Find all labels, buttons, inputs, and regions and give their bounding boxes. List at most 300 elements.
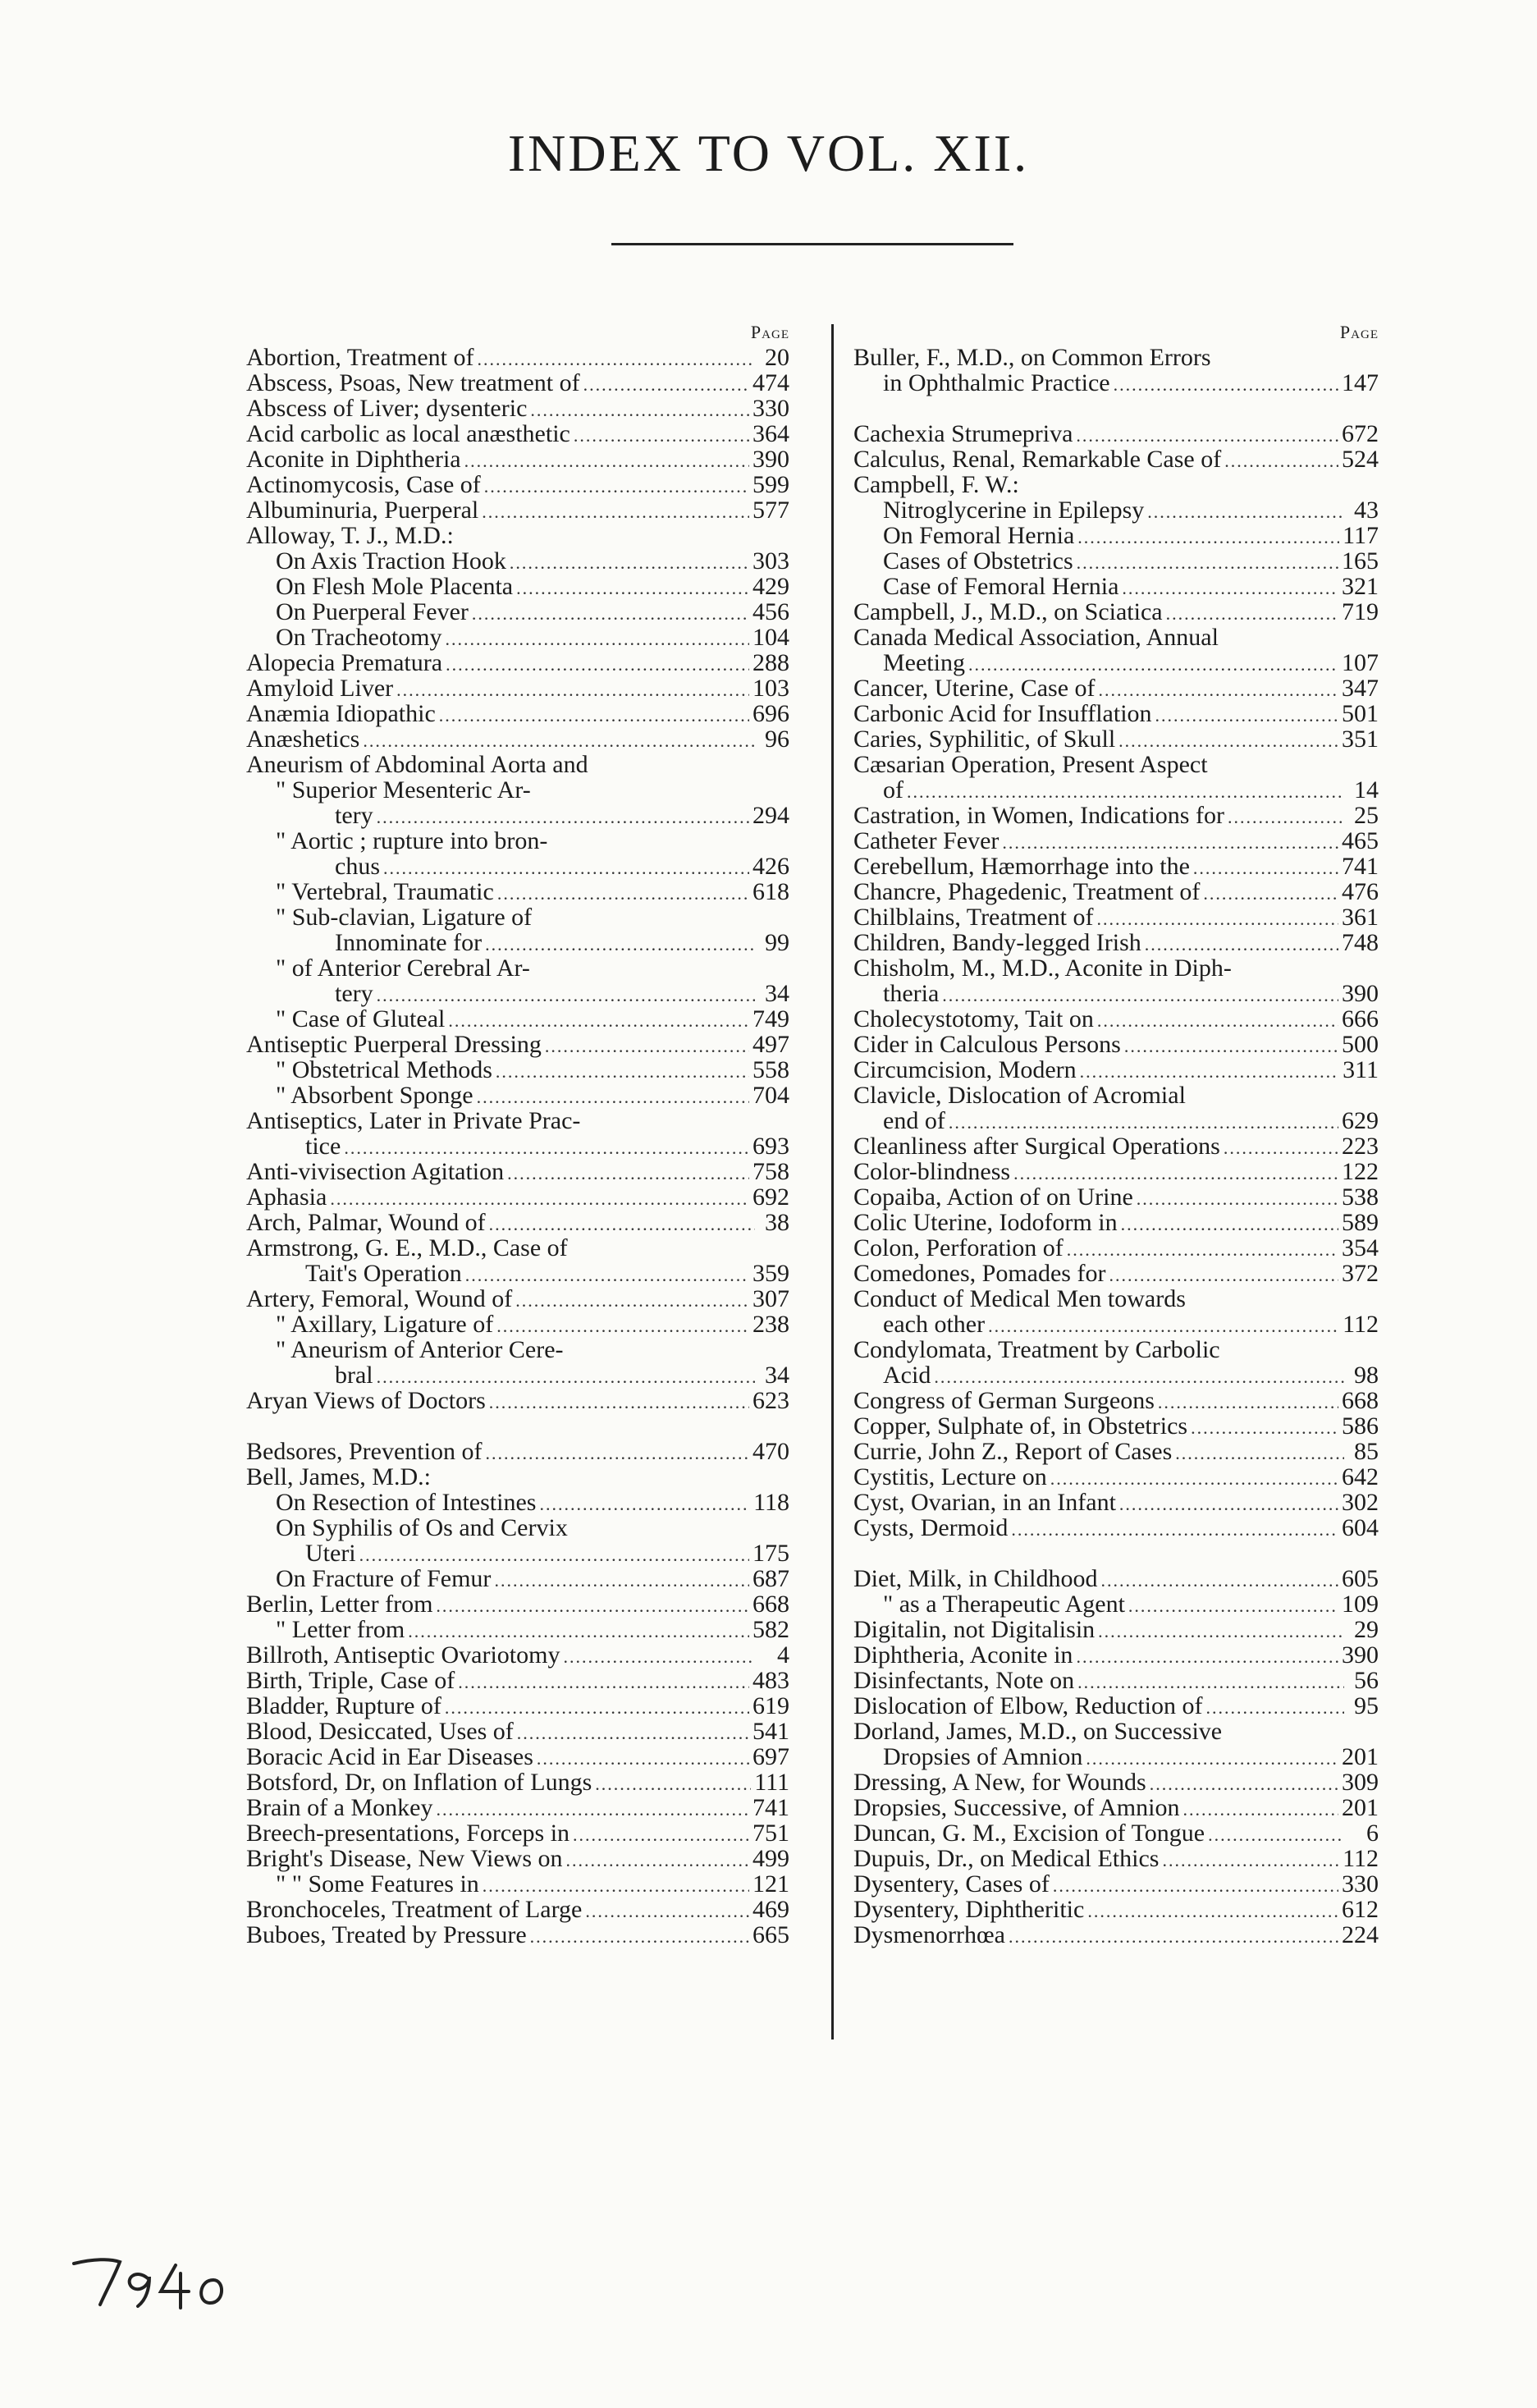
index-entry-text: On Tracheotomy	[276, 624, 442, 651]
index-entry	[246, 1795, 789, 1820]
index-leader	[1158, 1389, 1338, 1415]
index-entry-text: Abscess of Liver; dysenteric	[246, 395, 528, 422]
index-entry	[853, 1235, 1379, 1261]
index-entry-page: 288	[752, 649, 789, 676]
index-leader	[1118, 728, 1338, 753]
index-entry	[853, 345, 1379, 370]
index-entry	[853, 1057, 1379, 1083]
index-entry-page: 456	[752, 598, 789, 625]
index-leader	[359, 1542, 749, 1568]
index-entry	[246, 345, 789, 370]
index-entry	[246, 828, 789, 854]
index-entry-text: tery	[335, 802, 373, 829]
index-leader	[484, 474, 749, 499]
index-entry-page: 612	[1342, 1896, 1379, 1923]
index-entry-text: Colic Uterine, Iodoform in	[853, 1209, 1118, 1236]
index-entry	[853, 472, 1379, 497]
index-entry-text: Chancre, Phagedenic, Treatment of	[853, 878, 1201, 905]
index-entry-text: Duncan, G. M., Excision of Tongue	[853, 1820, 1205, 1847]
index-leader	[446, 626, 750, 652]
index-entry-text: On Puerperal Fever	[276, 598, 469, 625]
page-title: INDEX TO VOL. XII.	[507, 124, 1030, 182]
index-entry-text: Cleanliness after Surgical Operations	[853, 1133, 1220, 1160]
index-entry-text: Anæshetics	[246, 726, 360, 753]
index-entry-text: Aconite in Diphtheria	[246, 446, 461, 473]
index-entry	[853, 1083, 1379, 1108]
index-entry	[853, 650, 1379, 675]
index-entry	[853, 1515, 1379, 1540]
index-entry	[853, 1312, 1379, 1337]
index-entry	[246, 472, 789, 497]
index-entry-page: 364	[752, 420, 789, 447]
index-entry	[246, 1235, 789, 1261]
index-entry-text: " Superior Mesenteric Ar-	[276, 776, 531, 803]
index-entry-text: Blood, Desiccated, Uses of	[246, 1718, 514, 1745]
index-entry-text: Alloway, T. J., M.D.:	[246, 522, 454, 549]
index-entry-text: Arch, Palmar, Wound of	[246, 1209, 486, 1236]
index-entry-page: 330	[1342, 1870, 1379, 1898]
index-leader	[1150, 1771, 1338, 1797]
index-entry-text: Cancer, Uterine, Case of	[853, 675, 1096, 702]
index-entry	[853, 1591, 1379, 1617]
index-entry-text: Digitalin, not Digitalisin	[853, 1616, 1096, 1643]
index-leader	[1155, 703, 1338, 728]
index-leader	[1191, 1415, 1338, 1440]
index-list-right	[853, 345, 1379, 1948]
index-leader	[436, 1593, 749, 1618]
index-entry-text: Carbonic Acid for Insufflation	[853, 700, 1152, 727]
index-entry-page: 672	[1342, 420, 1379, 447]
index-entry-text: Diphtheria, Aconite in	[853, 1641, 1073, 1669]
index-entry	[853, 1133, 1379, 1159]
index-entry	[853, 1006, 1379, 1032]
index-entry-page: 429	[752, 573, 789, 600]
index-entry-text: Cholecystotomy, Tait on	[853, 1005, 1094, 1032]
index-entry-page: 469	[752, 1896, 789, 1923]
index-leader	[436, 1797, 749, 1822]
index-leader	[949, 1110, 1338, 1135]
index-entry-page: 117	[1343, 522, 1379, 549]
index-entry-page: 687	[752, 1565, 789, 1592]
index-entry	[246, 523, 789, 548]
index-entry-text: Condylomata, Treatment by Carbolic	[853, 1336, 1220, 1363]
index-entry-text: theria	[883, 980, 940, 1007]
index-entry-text: Catheter Fever	[853, 827, 1000, 854]
index-entry-page: 497	[752, 1031, 789, 1058]
index-leader	[496, 1059, 749, 1084]
index-entry-page: 474	[752, 369, 789, 396]
index-entry	[853, 981, 1379, 1006]
index-entry-text: Circumcision, Modern	[853, 1056, 1077, 1083]
index-entry	[853, 1439, 1379, 1464]
index-leader	[566, 1847, 749, 1873]
index-entry-page: 623	[752, 1387, 789, 1414]
index-leader	[1077, 524, 1339, 550]
index-entry-text: Clavicle, Dislocation of Acromial	[853, 1082, 1186, 1109]
index-leader	[1182, 1797, 1338, 1822]
index-leader	[1124, 1033, 1338, 1059]
index-entry	[853, 930, 1379, 955]
index-entry	[246, 548, 789, 574]
index-entry	[853, 1693, 1379, 1719]
index-entry-text: Conduct of Medical Men towards	[853, 1285, 1186, 1312]
index-entry	[246, 1744, 789, 1769]
index-entry-page: 25	[1354, 802, 1379, 829]
index-entry	[246, 1108, 789, 1133]
index-entry	[246, 930, 789, 955]
index-entry-page: 122	[1342, 1158, 1379, 1185]
index-entry	[853, 1642, 1379, 1668]
index-entry	[246, 574, 789, 599]
index-entry-page: 426	[752, 853, 789, 880]
index-leader	[363, 728, 755, 753]
index-leader	[396, 677, 749, 703]
index-entry-text: Aneurism of Abdominal Aorta and	[246, 751, 588, 778]
index-leader	[1137, 1186, 1338, 1211]
index-entry-page: 741	[752, 1794, 789, 1821]
index-leader	[1097, 1008, 1338, 1033]
index-entry	[246, 904, 789, 930]
index-entry-page: 34	[765, 1362, 789, 1389]
index-entry-page: 112	[1343, 1311, 1379, 1338]
index-leader	[515, 1288, 749, 1313]
index-entry-text: Dropsies, Successive, of Amnion	[853, 1794, 1180, 1821]
index-entry-text: Dressing, A New, for Wounds	[853, 1769, 1146, 1796]
index-entry	[853, 599, 1379, 625]
index-entry	[853, 1210, 1379, 1235]
index-entry-page: 390	[1342, 1641, 1379, 1669]
index-entry-text: Acid carbolic as local anæsthetic	[246, 420, 570, 447]
index-entry	[853, 828, 1379, 854]
index-entry-text: Children, Bandy-legged Irish	[853, 929, 1141, 956]
index-entry	[246, 1006, 789, 1032]
index-entry	[853, 1820, 1379, 1846]
index-entry-page: 347	[1342, 675, 1379, 702]
index-entry-text: Cysts, Dermoid	[853, 1514, 1009, 1541]
index-entry-page: 165	[1342, 547, 1379, 575]
index-entry-page: 390	[1342, 980, 1379, 1007]
index-entry-text: Comedones, Pomades for	[853, 1260, 1106, 1287]
index-entry	[246, 1083, 789, 1108]
index-entry-text: bral	[335, 1362, 373, 1389]
index-entry	[246, 421, 789, 446]
index-entry-text: Abortion, Treatment of	[246, 344, 474, 371]
index-entry-page: 43	[1354, 497, 1379, 524]
index-entry	[246, 1846, 789, 1871]
index-entry	[246, 675, 789, 701]
index-leader	[1228, 804, 1344, 830]
index-entry-page: 118	[753, 1489, 789, 1516]
index-entry-page: 751	[752, 1820, 789, 1847]
index-leader	[545, 1033, 749, 1059]
index-leader	[1114, 372, 1338, 397]
index-entry-page: 307	[752, 1285, 789, 1312]
index-leader	[1224, 448, 1338, 474]
index-entry-page: 223	[1342, 1133, 1379, 1160]
index-leader	[377, 982, 755, 1008]
index-leader	[465, 1262, 749, 1288]
index-leader	[1098, 1618, 1344, 1644]
index-entry-page: 4	[777, 1641, 789, 1669]
index-entry-text: Abscess, Psoas, New treatment of	[246, 369, 580, 396]
index-leader	[1175, 1440, 1344, 1466]
index-entry-page: 666	[1342, 1005, 1379, 1032]
index-entry-text: Artery, Femoral, Wound of	[246, 1285, 513, 1312]
index-leader	[517, 1720, 749, 1746]
index-entry	[246, 1286, 789, 1312]
index-entry-text: tery	[335, 980, 373, 1007]
index-entry	[853, 1464, 1379, 1490]
index-entry	[246, 1184, 789, 1210]
index-entry	[246, 1897, 789, 1922]
index-entry	[246, 446, 789, 472]
index-entry	[246, 625, 789, 650]
index-leader	[1099, 677, 1338, 703]
index-entry-page: 351	[1342, 726, 1379, 753]
index-entry	[853, 1261, 1379, 1286]
index-leader	[510, 550, 749, 575]
index-entry-page: 390	[752, 446, 789, 473]
index-entry-page: 589	[1342, 1209, 1379, 1236]
index-leader	[539, 1491, 750, 1517]
index-entry-page: 359	[752, 1260, 789, 1287]
index-entry-page: 99	[765, 929, 789, 956]
index-leader	[485, 932, 755, 957]
index-entry-text: Brain of a Monkey	[246, 1794, 433, 1821]
index-entry-page: 238	[752, 1311, 789, 1338]
index-entry-text: On Resection of Intestines	[276, 1489, 537, 1516]
index-leader	[377, 1364, 755, 1389]
index-entry-text: Colon, Perforation of	[853, 1234, 1064, 1261]
index-entry	[853, 1769, 1379, 1795]
index-entry-page: 619	[752, 1692, 789, 1719]
index-entry	[246, 1210, 789, 1235]
index-entry-text: Cystitis, Lecture on	[853, 1463, 1047, 1490]
index-entry	[853, 421, 1379, 446]
index-entry-text: Campbell, F. W.:	[853, 471, 1019, 498]
index-leader	[1147, 499, 1344, 524]
index-leader	[1224, 1135, 1338, 1161]
index-entry	[853, 955, 1379, 981]
index-entry-page: 476	[1342, 878, 1379, 905]
index-entry-page: 758	[752, 1158, 789, 1185]
index-entry-text: On Syphilis of Os and Cervix	[276, 1514, 568, 1541]
index-entry-page: 107	[1342, 649, 1379, 676]
index-entry-text: tice	[305, 1133, 341, 1160]
index-entry-page: 604	[1342, 1514, 1379, 1541]
index-leader	[1087, 1898, 1338, 1924]
index-entry-text: end of	[883, 1107, 945, 1134]
index-entry	[246, 1312, 789, 1337]
index-leader	[530, 1924, 749, 1949]
title-rule	[611, 243, 1013, 245]
index-leader	[1119, 1491, 1338, 1517]
index-entry-text: Dysentery, Cases of	[853, 1870, 1050, 1898]
index-entry	[853, 879, 1379, 904]
index-entry-page: 668	[752, 1591, 789, 1618]
index-entry-text: in Ophthalmic Practice	[883, 369, 1110, 396]
index-entry	[246, 1820, 789, 1846]
index-leader	[383, 855, 749, 881]
index-leader	[439, 703, 749, 728]
index-entry-text: Buboes, Treated by Pressure	[246, 1921, 527, 1948]
page-heading-left: Page	[750, 322, 789, 342]
index-entry-page: 330	[752, 395, 789, 422]
index-leader	[1166, 601, 1338, 626]
index-leader	[573, 1822, 749, 1847]
index-entry	[246, 497, 789, 523]
index-entry	[246, 1591, 789, 1617]
index-leader	[1077, 1669, 1344, 1695]
handwritten-shelf-mark	[69, 2250, 233, 2316]
index-entry-page: 599	[752, 471, 789, 498]
index-entry	[853, 1744, 1379, 1769]
index-entry	[246, 955, 789, 981]
index-entry-text: Campbell, J., M.D., on Sciatica	[853, 598, 1163, 625]
index-entry-page: 302	[1342, 1489, 1379, 1516]
index-entry-text: On Flesh Mole Placenta	[276, 573, 514, 600]
index-entry	[246, 701, 789, 726]
index-leader	[408, 1618, 749, 1644]
index-entry-page: 538	[1342, 1183, 1379, 1211]
index-entry-text: Nitroglycerine in Epilepsy	[883, 497, 1145, 524]
index-entry-page: 96	[765, 726, 789, 753]
index-entry	[246, 1769, 789, 1795]
index-leader	[477, 1084, 749, 1110]
index-entry-text: Congress of German Surgeons	[853, 1387, 1155, 1414]
index-entry	[853, 548, 1379, 574]
index-entry-page: 109	[1342, 1591, 1379, 1618]
index-leader	[448, 1008, 749, 1033]
index-entry	[853, 777, 1379, 803]
index-entry-page: 311	[1343, 1056, 1379, 1083]
index-entry-text: Boracic Acid in Ear Diseases	[246, 1743, 533, 1770]
index-entry	[246, 981, 789, 1006]
index-entry-text: Canada Medical Association, Annual	[853, 624, 1219, 651]
index-entry	[246, 1337, 789, 1362]
index-entry-page: 20	[765, 344, 789, 371]
index-entry-page: 696	[752, 700, 789, 727]
index-entry-text: " of Anterior Cerebral Ar-	[276, 955, 530, 982]
index-entry	[246, 1159, 789, 1184]
index-entry-page: 749	[752, 1005, 789, 1032]
index-entry-page: 500	[1342, 1031, 1379, 1058]
index-entry-page: 104	[752, 624, 789, 651]
index-entry-page: 524	[1342, 446, 1379, 473]
index-entry	[853, 625, 1379, 650]
index-leader	[988, 1313, 1339, 1339]
index-leader	[377, 804, 749, 830]
index-entry-text: Aphasia	[246, 1183, 327, 1211]
index-entry	[853, 854, 1379, 879]
index-entry-text: Dysmenorrhœa	[853, 1921, 1005, 1948]
index-entry	[853, 523, 1379, 548]
index-entry-text: Chilblains, Treatment of	[853, 904, 1094, 931]
index-entry-page: 470	[752, 1438, 789, 1465]
index-entry	[853, 1159, 1379, 1184]
index-entry-text: Currie, John Z., Report of Cases	[853, 1438, 1173, 1465]
index-leader	[458, 1669, 749, 1695]
index-entry-page: 309	[1342, 1769, 1379, 1796]
index-entry	[246, 777, 789, 803]
index-leader	[574, 423, 749, 448]
index-entry-page: 6	[1366, 1820, 1379, 1847]
index-entry	[246, 1693, 789, 1719]
index-leader	[497, 881, 749, 906]
index-entry-text: Dysentery, Diphtheritic	[853, 1896, 1085, 1923]
index-entry-page: 483	[752, 1667, 789, 1694]
index-entry-page: 501	[1342, 700, 1379, 727]
index-entry-page: 582	[752, 1616, 789, 1643]
index-entry	[246, 879, 789, 904]
index-gap	[853, 1540, 1379, 1566]
index-entry-page: 577	[752, 497, 789, 524]
index-entry	[246, 1642, 789, 1668]
index-entry-text: Anæmia Idiopathic	[246, 700, 436, 727]
index-entry-page: 693	[752, 1133, 789, 1160]
index-entry-page: 147	[1342, 369, 1379, 396]
index-leader	[563, 1644, 755, 1669]
index-entry	[246, 1388, 789, 1413]
index-leader	[1076, 1644, 1338, 1669]
index-entry-page: 499	[752, 1845, 789, 1872]
index-entry	[853, 1388, 1379, 1413]
index-entry-page: 103	[752, 675, 789, 702]
index-leader	[446, 652, 749, 677]
index-entry-text: Birth, Triple, Case of	[246, 1667, 455, 1694]
index-leader	[1208, 1822, 1344, 1847]
index-entry-text: Color-blindness	[853, 1158, 1011, 1185]
index-entry-text: Billroth, Antiseptic Ovariotomy	[246, 1641, 560, 1669]
index-entry-text: " Case of Gluteal	[276, 1005, 446, 1032]
index-entry	[246, 370, 789, 396]
index-entry-text: Bright's Disease, New Views on	[246, 1845, 563, 1872]
index-entry-page: 618	[752, 878, 789, 905]
index-entry-text: Dislocation of Elbow, Reduction of	[853, 1692, 1203, 1719]
index-entry	[853, 1362, 1379, 1388]
index-leader	[595, 1771, 751, 1797]
index-entry-page: 692	[752, 1183, 789, 1211]
index-entry-page: 201	[1342, 1743, 1379, 1770]
index-entry	[853, 1108, 1379, 1133]
index-gap	[246, 1413, 789, 1439]
index-leader	[1009, 1924, 1338, 1949]
index-entry-page: 719	[1342, 598, 1379, 625]
index-entry-text: Cyst, Ovarian, in an Infant	[853, 1489, 1116, 1516]
index-leader	[537, 1746, 749, 1771]
index-entry-page: 372	[1342, 1260, 1379, 1287]
index-entry-text: Cases of Obstetrics	[883, 547, 1073, 575]
index-entry-page: 465	[1342, 827, 1379, 854]
index-leader	[496, 1313, 749, 1339]
index-leader	[489, 1211, 755, 1237]
index-entry-text: Cachexia Strumepriva	[853, 420, 1073, 447]
index-leader	[464, 448, 749, 474]
index-entry	[246, 1871, 789, 1897]
index-leader	[1011, 1517, 1338, 1542]
index-leader	[1128, 1593, 1338, 1618]
index-entry	[246, 1032, 789, 1057]
index-leader	[1145, 932, 1338, 957]
index-entry-page: 361	[1342, 904, 1379, 931]
index-entry-text: Cider in Calculous Persons	[853, 1031, 1121, 1058]
index-entry	[246, 752, 789, 777]
index-entry-text: of	[883, 776, 903, 803]
page-heading-right: Page	[1339, 322, 1379, 342]
index-entry-text: Aryan Views of Doctors	[246, 1387, 486, 1414]
index-entry-text: Botsford, Dr, on Inflation of Lungs	[246, 1769, 592, 1796]
index-entry	[853, 1617, 1379, 1642]
